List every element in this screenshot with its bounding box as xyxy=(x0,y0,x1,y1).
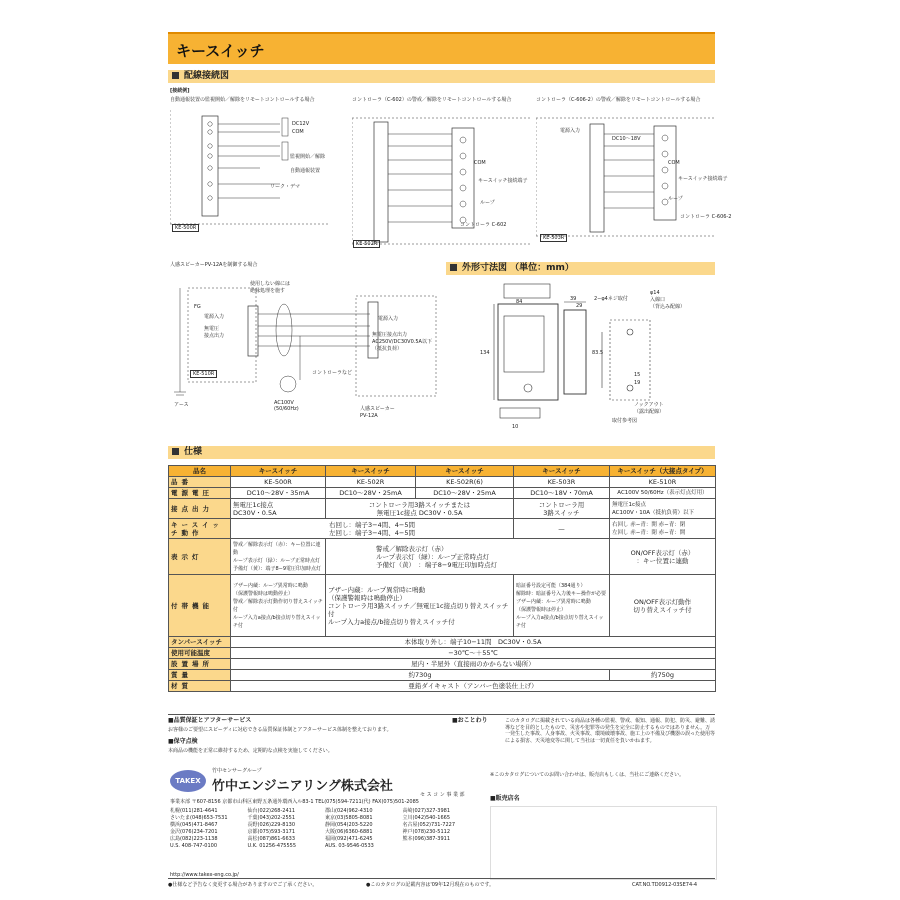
spec-tamper: 本体取り外し：端子10−11間 DC30V・0.5A xyxy=(231,637,716,648)
dim-15: 15 xyxy=(634,372,641,378)
footer-divider xyxy=(168,714,715,715)
spec-mat: 亜鉛ダイキャスト（アンバー色塗装仕上げ） xyxy=(231,681,716,692)
office: 広島(082)223-1138 xyxy=(170,836,218,842)
dim-phi14: φ14 xyxy=(650,290,660,296)
office: 福岡(092)471-6245 xyxy=(325,836,373,842)
section-dims-title: 外形寸法図 xyxy=(462,263,508,273)
company-url[interactable]: http://www.takex-eng.co.jp/ xyxy=(170,872,239,878)
dims-unit: （単位：mm） xyxy=(510,263,574,273)
office: 東京(03)5805-8081 xyxy=(325,815,373,821)
dim-39: 39 xyxy=(570,296,577,302)
office-list xyxy=(170,808,480,849)
spec-mat-label: 材質 xyxy=(169,681,231,692)
spec-h2: キースイッチ xyxy=(326,466,416,477)
dim-19: 19 xyxy=(634,380,641,386)
spec-row-lamp xyxy=(169,539,716,575)
d4-label-power: 電源入力 xyxy=(204,314,225,320)
d1-model: KE-500R xyxy=(172,224,199,232)
office: 静岡(054)203-5220 xyxy=(325,822,373,828)
maintenance-text: 本商品の機能を正常に維持するため、定期的な点検を実施してください。 xyxy=(168,748,333,754)
dim-ref: 取付参考図 xyxy=(612,418,638,424)
spec-place: 屋内・半屋外（直接雨のかからない場所） xyxy=(231,659,716,670)
office: 高崎(027)327-3981 xyxy=(402,808,451,814)
d1-label-com: COM xyxy=(292,129,304,135)
office xyxy=(403,843,481,849)
office: 仙台(022)268-2411 xyxy=(247,808,296,814)
d3-label-controller: コントローラ C-606-2 xyxy=(680,214,732,220)
company-name: 竹中エンジニアリング株式会社 xyxy=(212,779,393,794)
spec-power-label: 電源電圧 xyxy=(169,488,231,499)
spec-contact-2: コントローラ用3路スイッチまたは 無電圧1c接点 DC30V・0.5A xyxy=(326,499,514,519)
office: 立川(042)540-1665 xyxy=(402,815,451,821)
spec-h0: 品名 xyxy=(169,466,231,477)
d2-label-loop: ループ xyxy=(480,200,495,206)
spec-func-4: ON/OFF表示灯動作 切り替えスイッチ付 xyxy=(610,575,716,637)
d4-label-novolt: 無電圧 xyxy=(204,326,220,332)
spec-power-3: DC10〜28V・25mA xyxy=(416,488,514,499)
office: AUS. 03-9546-0533 xyxy=(325,843,374,849)
spec-key-1: 右回し：端子3−4間、4−5間 左回し：端子3−4間、4−5間 xyxy=(231,519,514,539)
spec-place-label: 設置場所 xyxy=(169,659,231,670)
d4-label-power2: 電源入力 xyxy=(378,316,399,322)
spec-func-3: 暗証番号設定可能（384通り） 解除時：暗証番号入力後キー操作が必要 ブザー内蔵：ループ異常時に鳴動 （保護警報時は停止） ループ入力a接点/b接点切り替えスイッチ付 xyxy=(514,575,610,637)
dim-83-5: 83.5 xyxy=(592,350,604,356)
office: 名古屋(052)731-7227 xyxy=(402,822,456,828)
spec-lamp-label: 表示灯 xyxy=(169,539,231,575)
diagram1-title: 自動通報装置の監視開始／解除をリモートコントロールする場合 xyxy=(170,97,315,103)
catalog-number: CAT.NO.TD0912-03SE74-4 xyxy=(632,882,698,888)
spec-row-power xyxy=(169,488,716,499)
warranty-text: お客様のご要望にスピーディに対応できる品質保証体制とアフターサービス体制を整えております。 xyxy=(168,727,392,733)
diagram2-title: コントローラ（C-602）の警戒／解除をリモートコントロールする場合 xyxy=(352,97,512,103)
spec-h4: キースイッチ xyxy=(514,466,610,477)
d4-label-unused2: 絶縁処理を施す xyxy=(250,288,286,294)
spec-row-model xyxy=(169,477,716,488)
d4-label-unused1: 使用しない線には xyxy=(250,281,291,287)
dim-134: 134 xyxy=(480,350,490,356)
takex-logo: TAKEX xyxy=(170,770,206,792)
bottom-note-spec: ●仕様など予告なく変更する場合がありますのでご了承ください。 xyxy=(168,882,318,888)
spec-power-1: DC10〜28V・35mA xyxy=(231,488,326,499)
d1-label-autocall: 自動通報装置 xyxy=(290,168,321,174)
diagram3-title: コントローラ（C-606-2）の警戒／解除をリモートコントロールする場合 xyxy=(536,97,701,103)
d1-label-leak: リーク・デマ xyxy=(270,184,301,190)
diagram4-title: 人感スピーカーPV-12Aを制御する場合 xyxy=(170,262,258,268)
office: さいたま(048)653-7531 xyxy=(170,815,228,821)
hq-address: 事業本部 〒607-8156 京都市山科区東野五条通外環西入ル83-1 TEL(075)594-7211(代) FAX(075)501-2085 xyxy=(170,799,419,805)
d3-label-loop: ループ xyxy=(668,196,683,202)
spec-temp: −30℃〜＋55℃ xyxy=(231,648,716,659)
d4-label-ac100: AC100V xyxy=(274,400,294,406)
dim-screw: 2−φ4ネジ取付 xyxy=(594,296,628,302)
inquiry-note: ※このカタログについてのお問い合わせは、販売店もしくは、当社にご連絡ください。 xyxy=(490,772,685,778)
d4-label-resist: （抵抗負荷） xyxy=(372,346,403,352)
spec-contact-label: 接点出力 xyxy=(169,499,231,519)
bottom-divider xyxy=(168,878,715,879)
spec-key-label: キースイッチ動作 xyxy=(169,519,231,539)
office: U.S. 408-747-0100 xyxy=(170,843,218,849)
spec-power-4: DC10〜18V・70mA xyxy=(514,488,610,499)
d2-label-keyswitch: キースイッチ接続端子 xyxy=(478,178,528,184)
office: 大阪(06)6360-6881 xyxy=(325,829,373,835)
dim-exposed: （露出配線） xyxy=(634,409,665,415)
d4-label-controller: コントローラなど xyxy=(312,370,353,376)
d4-label-fg: FG xyxy=(194,304,201,310)
d4-label-novolt2: 無電圧接点出力 xyxy=(372,332,408,338)
dim-29: 29 xyxy=(576,303,583,309)
spec-row-tamper xyxy=(169,637,716,648)
diagram3-drawing xyxy=(536,104,714,242)
spec-lamp-1: 警戒／解除表示灯（赤）：キー位置に連動 ループ表示灯（緑）：ループ正常時点灯 予備灯（黄）：端子8−9電圧印加時点灯 xyxy=(231,539,326,575)
d3-model: KE-503R xyxy=(540,234,567,242)
d3-label-com: COM xyxy=(668,160,680,166)
section-wiring-header xyxy=(168,70,715,83)
dim-10: 10 xyxy=(512,424,519,430)
office: U.K. 01256-475555 xyxy=(247,843,297,849)
office: 長野(026)229-8130 xyxy=(247,822,296,828)
section-spec-title: 仕様 xyxy=(184,447,203,457)
d4-label-earth: アース xyxy=(174,402,189,408)
spec-model-3: KE-502R(6) xyxy=(416,477,514,488)
section-dims-header xyxy=(446,262,715,275)
spec-h1: キースイッチ xyxy=(231,466,326,477)
spec-power-5: AC100V 50/60Hz（表示灯点灯用） xyxy=(610,488,716,499)
d1-label-monitor: 監視開始／解除 xyxy=(290,154,326,160)
spec-row-func xyxy=(169,575,716,637)
d4-label-contact: 接点出力 xyxy=(204,333,225,339)
notice-text: このカタログに掲載されている商品は各種の監視、警戒、報知、通報、防犯、防災、避難、誘導などを目的としたもので、災害や犯罪等の発生を完全に防止するものではありません。万一発生した事故、人身事故、火災事故、環境破壊事故、施工上の不備及び機器の誤った使用等による損害、天災地変等に関して当社は一切責任を負いかねます。 xyxy=(505,718,716,744)
d3-label-keyswitch: キースイッチ接続端子 xyxy=(678,176,728,182)
spec-contact-1: 無電圧1c接点 DC30V・0.5A xyxy=(231,499,326,519)
spec-mass-1: 約730g xyxy=(231,670,610,681)
d2-label-com: COM xyxy=(474,160,486,166)
spec-row-contact xyxy=(169,499,716,519)
spec-key-2: — xyxy=(514,519,610,539)
dim-knockout: ノックアウト xyxy=(634,402,664,408)
spec-h3: キースイッチ xyxy=(416,466,514,477)
spec-row-temp xyxy=(169,648,716,659)
office: 熊本(096)387-3911 xyxy=(402,836,451,842)
d2-model: KE-502R xyxy=(353,240,380,248)
d4-label-hz: (50/60Hz) xyxy=(274,406,299,412)
spec-model-2: KE-502R xyxy=(326,477,416,488)
office: 京都(075)593-3171 xyxy=(247,829,296,835)
spec-model-4: KE-503R xyxy=(514,477,610,488)
spec-table xyxy=(168,465,716,692)
spec-func-label: 付帯機能 xyxy=(169,575,231,637)
d2-label-controller: コントローラ C-602 xyxy=(460,222,507,228)
notice-title: ■おことわり xyxy=(452,717,488,724)
spec-temp-label: 使用可能温度 xyxy=(169,648,231,659)
spec-row-key xyxy=(169,519,716,539)
seller-box xyxy=(490,806,717,880)
seller-title: ■販売店名 xyxy=(490,795,520,802)
spec-model-label: 品番 xyxy=(169,477,231,488)
section-spec-header xyxy=(168,446,715,459)
office: 神戸(078)230-5112 xyxy=(402,829,451,835)
spec-model-1: KE-500R xyxy=(231,477,326,488)
spec-lamp-3: ON/OFF表示灯（赤） ：キー位置に連動 xyxy=(610,539,716,575)
spec-row-header xyxy=(169,466,716,477)
d1-label-dc12v: DC12V xyxy=(292,121,310,127)
spec-row-place xyxy=(169,659,716,670)
spec-lamp-2: 警戒／解除表示灯（赤） ループ表示灯（緑）：ループ正常時点灯 予備灯（黄） ：端子8−9電圧印加時点灯 xyxy=(326,539,610,575)
spec-contact-3: コントローラ用 3路スイッチ xyxy=(514,499,610,519)
spec-row-mass xyxy=(169,670,716,681)
group-name: 竹中センサーグループ xyxy=(212,768,262,774)
page-title: キースイッチ xyxy=(176,42,265,60)
diagram2-drawing xyxy=(352,104,530,250)
office: 高松(087)861-6633 xyxy=(247,836,296,842)
page-title-bar xyxy=(168,32,715,64)
d4-label-pv12a: PV-12A xyxy=(360,413,378,419)
d4-model: KE-510R xyxy=(190,370,217,378)
d3-label-dc: DC10〜18V xyxy=(612,136,641,142)
warranty-title: ■品質保証とアフターサービス xyxy=(168,717,252,724)
spec-func-1: ブザー内蔵：ループ異常時に鳴動 （保護警報時は鳴動停止） 警戒／解除表示灯動作切り替えスイッチ付 ループ入力a接点/b接点切り替えスイッチ付 xyxy=(231,575,326,637)
diagram4-drawing xyxy=(170,272,438,432)
dim-84: 84 xyxy=(516,299,523,305)
spec-row-material xyxy=(169,681,716,692)
d4-label-rating: AC250V/DC30V0.5A以下 xyxy=(372,339,432,345)
spec-mass-label: 質量 xyxy=(169,670,231,681)
d4-label-speaker: 人感スピーカー xyxy=(360,406,395,412)
maintenance-title: ■保守点検 xyxy=(168,738,198,745)
spec-tamper-label: タンパースイッチ xyxy=(169,637,231,648)
d3-label-power: 電源入力 xyxy=(560,128,581,134)
office: 金沢(076)234-7201 xyxy=(170,829,218,835)
spec-h5: キースイッチ（大接点タイプ） xyxy=(610,466,716,477)
spec-mass-2: 約750g xyxy=(610,670,716,681)
dim-inlet: 入線口 xyxy=(650,297,666,303)
office: 千葉(043)202-2551 xyxy=(247,815,296,821)
spec-func-2: ブザー内蔵：ループ異常時に鳴動 （保護警報時は鳴動停止） コントローラ用3路スイッチ／無電圧1c接点切り替えスイッチ付 ループ入力a接点/b接点切り替えスイッチ付 xyxy=(326,575,514,637)
spec-contact-4: 無電圧1c接点 AC100V・10A（抵抗負荷）以下 xyxy=(610,499,716,519)
spec-key-3: 右回し 赤−青：開 赤−青：閉 左回し 赤−青：閉 赤−青：開 xyxy=(610,519,716,539)
spec-power-2: DC10〜28V・25mA xyxy=(326,488,416,499)
office: 横浜(045)471-8467 xyxy=(170,822,218,828)
office: 札幌(011)281-4641 xyxy=(170,808,218,814)
division-name: セ ス コ ン 事 業 部 xyxy=(420,792,465,798)
wiring-caption: [接続例] xyxy=(170,88,190,94)
office: 郡山(024)962-4310 xyxy=(325,808,373,814)
dim-inlet-note: （背込み配線） xyxy=(650,304,686,310)
bottom-note-date: ●このカタログの記載内容は'09年12月現在のものです。 xyxy=(366,882,495,888)
spec-model-5: KE-510R xyxy=(610,477,716,488)
section-wiring-title: 配線接続図 xyxy=(184,71,230,81)
